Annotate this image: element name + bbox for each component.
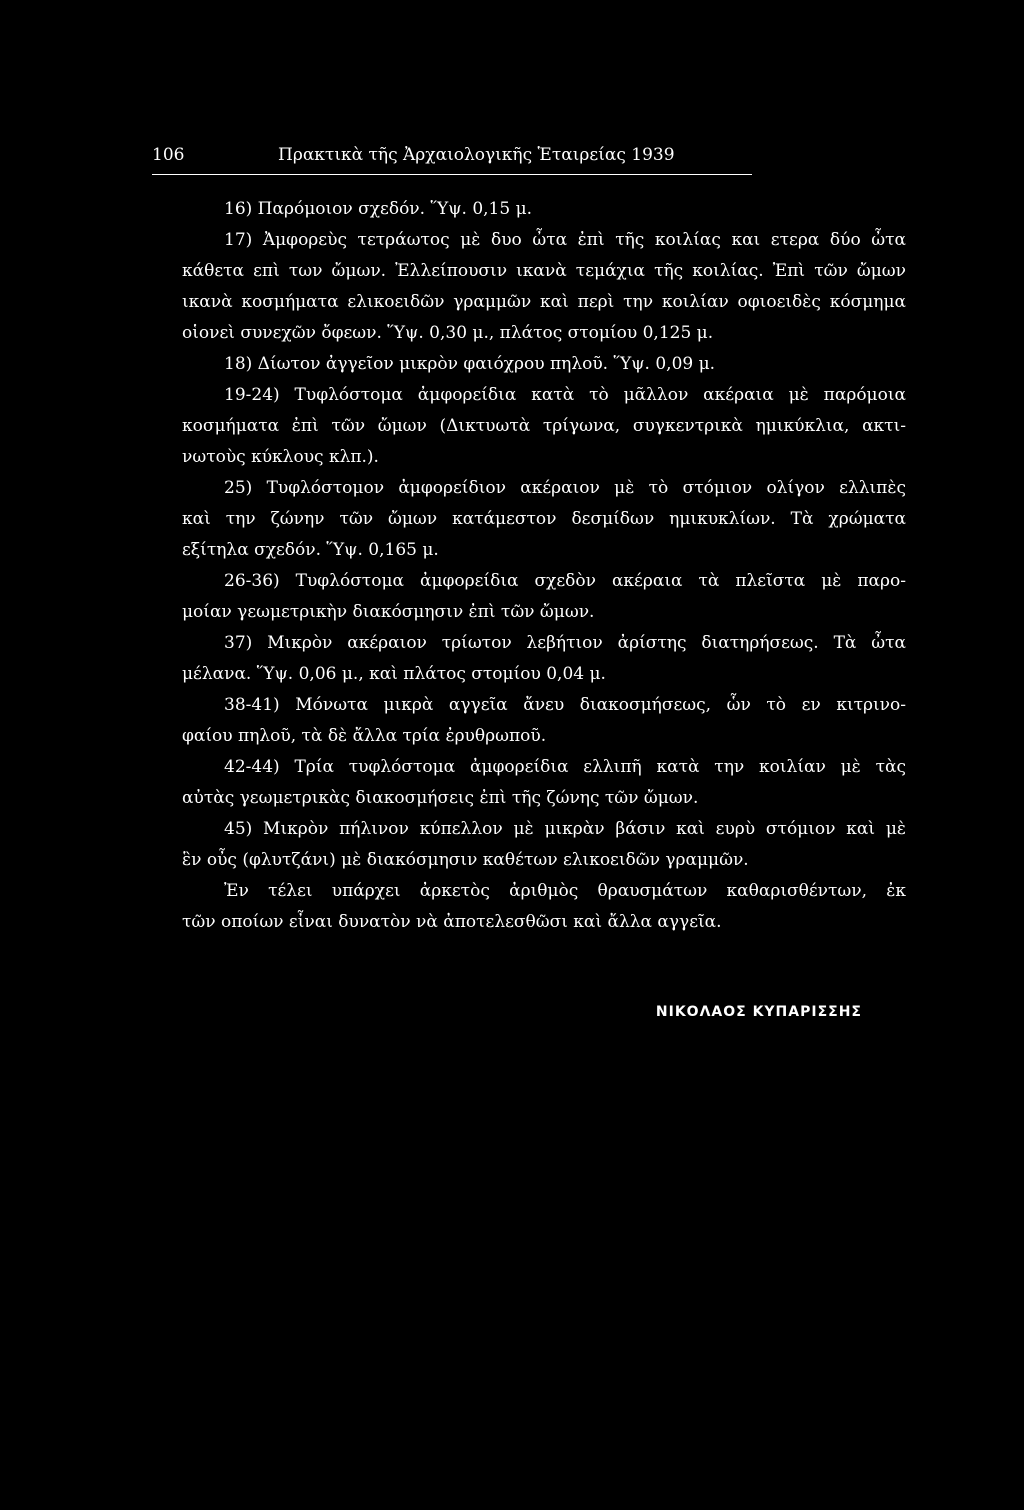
text-line: φαίου πηλοῦ, τὰ δὲ ἄλλα τρία ἐρυθρωποῦ. bbox=[182, 726, 547, 746]
closing-paragraph-line: Ἐν τέλει υπάρχει ἀρκετὸς ἀριθμὸς θραυσμάτων καθαρισθέντων, ἐκ bbox=[224, 881, 906, 901]
text-line: κάθετα επὶ των ὤμων. Ἐλλείπουσιν ικανὰ τεμάχια τῆς κοιλίας. Ἐπὶ τῶν ὤμων bbox=[182, 261, 906, 281]
body-text bbox=[182, 194, 906, 954]
text-line: τῶν οποίων εἶναι δυνατὸν νὰ ἀποτελεσθῶσι καὶ ἄλλα αγγεῖα. bbox=[182, 912, 722, 932]
text-line: αὐτὰς γεωμετρικὰς διακοσμήσεις ἐπὶ τῆς ζώνης τῶν ὤμων. bbox=[182, 788, 699, 808]
page-number: 106 bbox=[152, 145, 185, 165]
running-head bbox=[152, 138, 752, 175]
entry-16-line: 16) Παρόμοιον σχεδόν. Ὕψ. 0,15 μ. bbox=[224, 199, 533, 219]
entry-19-24-line: 19-24) Τυφλόστομα ἀμφορείδια κατὰ τὸ μᾶλλον ακέραια μὲ παρόμοια bbox=[224, 385, 906, 405]
text-line: καὶ την ζώνην τῶν ὤμων κατάμεστον δεσμίδων ημικυκλίων. Τὰ χρώματα bbox=[182, 509, 906, 529]
text-line: ἓν οὖς (φλυτζάνι) μὲ διακόσμησιν καθέτων ελικοειδῶν γραμμῶν. bbox=[182, 850, 749, 870]
entry-17-line: 17) Ἀμφορεὺς τετράωτος μὲ δυο ὦτα ἐπὶ τῆς κοιλίας και ετερα δύο ὦτα bbox=[224, 230, 906, 250]
entry-38-41-line: 38-41) Μόνωτα μικρὰ αγγεῖα ἄνευ διακοσμήσεως, ὧν τὸ εν κιτρινο- bbox=[224, 695, 906, 715]
entry-18-line: 18) Δίωτον ἀγγεῖον μικρὸν φαιόχρου πηλοῦ. Ὕψ. 0,09 μ. bbox=[224, 354, 716, 374]
running-title: Πρακτικὰ τῆς Ἀρχαιολογικῆς Ἑταιρείας 1939 bbox=[278, 145, 675, 165]
text-line: κοσμήματα ἐπὶ τῶν ὤμων (Δικτυωτὰ τρίγωνα, συγκεντρικὰ ημικύκλια, ακτι- bbox=[182, 416, 906, 436]
author-signature: ΝΙΚΟΛΑΟΣ ΚΥΠΑΡΙΣΣΗΣ bbox=[655, 1004, 862, 1020]
text-line: νωτοὺς κύκλους κλπ.). bbox=[182, 447, 379, 467]
entry-45-line: 45) Μικρὸν πήλινον κύπελλον μὲ μικρὰν βάσιν καὶ ευρὺ στόμιον καὶ μὲ bbox=[224, 819, 906, 839]
text-line: εξίτηλα σχεδόν. Ὕψ. 0,165 μ. bbox=[182, 540, 439, 560]
entry-37-line: 37) Μικρὸν ακέραιον τρίωτον λεβήτιον ἀρίστης διατηρήσεως. Τὰ ὦτα bbox=[224, 633, 906, 653]
entry-26-36-line: 26-36) Τυφλόστομα ἀμφορείδια σχεδὸν ακέραια τὰ πλεῖστα μὲ παρο- bbox=[224, 571, 906, 591]
text-line: οἱονεὶ συνεχῶν ὄφεων. Ὕψ. 0,30 μ., πλάτος στομίου 0,125 μ. bbox=[182, 323, 714, 343]
text-line: ικανὰ κοσμήματα ελικοειδῶν γραμμῶν καὶ περὶ την κοιλίαν οφιοειδὲς κόσμημα bbox=[182, 292, 906, 312]
entry-42-44-line: 42-44) Τρία τυφλόστομα ἀμφορείδια ελλιπῆ κατὰ την κοιλίαν μὲ τὰς bbox=[224, 757, 906, 777]
text-line: μοίαν γεωμετρικὴν διακόσμησιν ἐπὶ τῶν ὤμων. bbox=[182, 602, 595, 622]
entry-25-line: 25) Τυφλόστομον ἀμφορείδιον ακέραιον μὲ τὸ στόμιον ολίγον ελλιπὲς bbox=[224, 478, 906, 498]
text-line: μέλανα. Ὕψ. 0,06 μ., καὶ πλάτος στομίου 0,04 μ. bbox=[182, 664, 606, 684]
